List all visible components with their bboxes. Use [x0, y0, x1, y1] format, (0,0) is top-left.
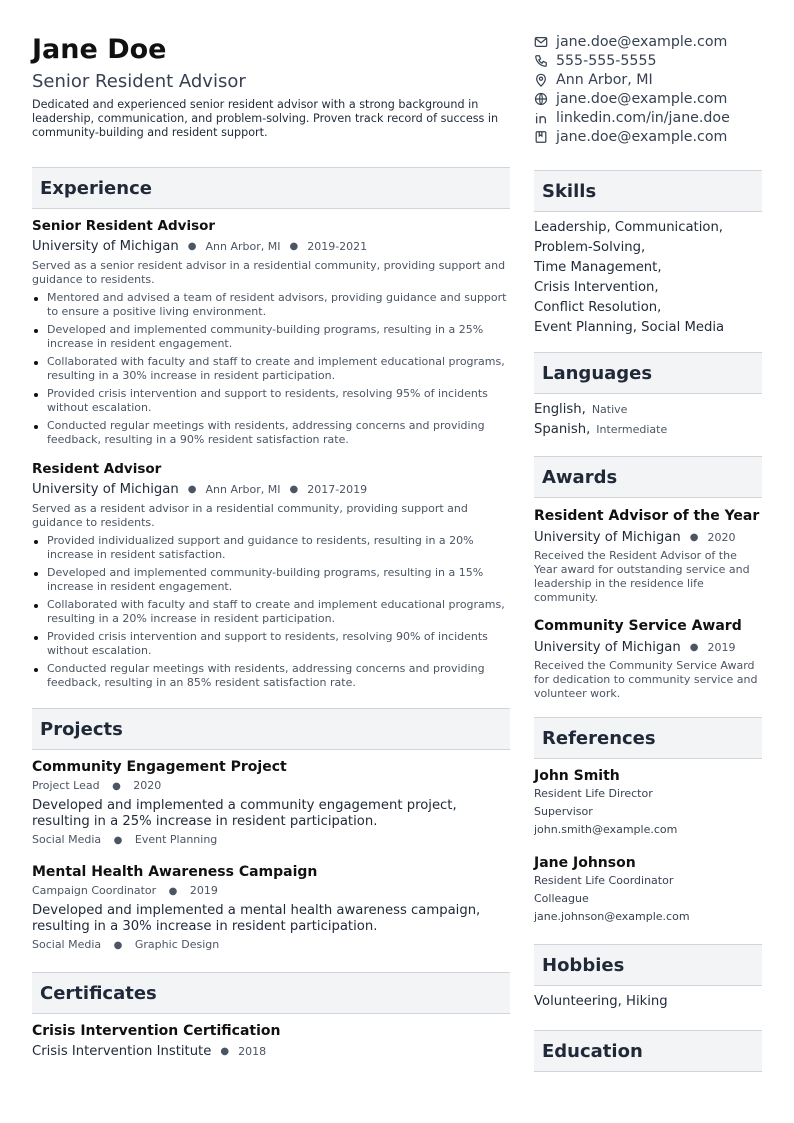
award-description: Received the Resident Advisor of the Year award for outstanding service and leadership in the residence life community. [534, 549, 750, 604]
certificate-meta [32, 1043, 510, 1061]
list-item: Mentored and advised a team of resident advisors, providing guidance and support to ensure a positive living environment. [32, 291, 510, 319]
candidate-role: Senior Resident Advisor [32, 71, 246, 92]
contact-phone[interactable] [534, 51, 762, 70]
separator-dot: ● [289, 484, 299, 495]
job-org: University of Michigan [32, 482, 179, 497]
skills-list [534, 218, 762, 338]
award-item [534, 507, 762, 605]
experience-item [32, 460, 510, 690]
certificate-title: Crisis Intervention Certification [32, 1023, 281, 1039]
contact-location-text: Ann Arbor, MI [556, 71, 653, 88]
job-description: Served as a senior resident advisor in a residential community, providing support and guidance to residents. [32, 259, 506, 286]
project-year: 2019 [189, 884, 218, 897]
separator-dot: ● [187, 241, 197, 252]
language-level: Intermediate [596, 423, 668, 436]
list-item: Provided individualized support and guidance to residents, resulting in a 20% increase in resident satisfaction. [32, 534, 510, 562]
award-year: 2019 [707, 641, 736, 654]
language-item [534, 420, 762, 440]
awards-heading: Awards [534, 456, 762, 498]
project-description: Developed and implemented a community engagement project, resulting in a 25% increase in resident participation. [32, 798, 457, 829]
list-item: Provided crisis intervention and support to residents, resolving 95% of incidents without escalation. [32, 387, 510, 415]
certificate-year: 2018 [238, 1045, 267, 1058]
language-item [534, 400, 762, 420]
award-title: Resident Advisor of the Year [534, 508, 760, 524]
project-role: Project Lead [32, 779, 100, 792]
list-item: Provided crisis intervention and support to residents, resolving 90% of incidents without escalation. [32, 630, 510, 658]
job-bullets [32, 291, 510, 447]
mail-icon [534, 35, 548, 49]
award-org: University of Michigan [534, 530, 681, 545]
hobbies-heading: Hobbies [534, 944, 762, 986]
award-item [534, 617, 762, 701]
skill-line: Conflict Resolution, [534, 300, 662, 315]
contact-website-text: jane.doe@example.com [556, 90, 728, 107]
contact-other[interactable] [534, 127, 762, 146]
list-item: Developed and implemented community-building programs, resulting in a 15% increase in resident engagement. [32, 566, 510, 594]
separator-dot: ● [289, 241, 299, 252]
certificates-heading: Certificates [32, 972, 510, 1014]
candidate-name: Jane Doe [32, 34, 167, 65]
award-meta [534, 529, 762, 547]
experience-heading: Experience [32, 167, 510, 209]
language-name: Spanish, [534, 422, 591, 437]
project-tag: Graphic Design [134, 938, 220, 951]
skill-line: Time Management, [534, 260, 662, 275]
project-title: Mental Health Awareness Campaign [32, 864, 318, 880]
skill-line: Crisis Intervention, [534, 280, 659, 295]
contact-email[interactable] [534, 32, 762, 51]
reference-item [534, 854, 762, 926]
skill-line: Problem-Solving, [534, 240, 646, 255]
project-meta [32, 883, 510, 900]
award-description: Received the Community Service Award for dedication to community service and volunteer work. [534, 659, 758, 700]
project-tags [32, 937, 510, 954]
job-title: Resident Advisor [32, 461, 162, 477]
references-heading: References [534, 717, 762, 759]
reference-relation: Supervisor [534, 805, 593, 818]
award-title: Community Service Award [534, 618, 742, 634]
phone-icon [534, 54, 548, 68]
reference-email[interactable]: jane.johnson@example.com [534, 910, 690, 923]
project-tags [32, 832, 510, 849]
job-meta [32, 238, 510, 256]
skill-line: Event Planning, Social Media [534, 320, 725, 335]
list-item: Conducted regular meetings with residents, addressing concerns and providing feedback, resulting in an 85% resident satisfaction rate. [32, 662, 510, 690]
job-dates: 2017-2019 [307, 483, 368, 496]
list-item: Collaborated with faculty and staff to create and implement educational programs, resulting in a 30% increase in resident participation. [32, 355, 510, 383]
reference-email[interactable]: john.smith@example.com [534, 823, 678, 836]
project-year: 2020 [133, 779, 162, 792]
contact-website[interactable] [534, 89, 762, 108]
main-column [32, 32, 510, 1061]
job-location: Ann Arbor, MI [205, 240, 281, 253]
reference-name: John Smith [534, 768, 620, 784]
contact-linkedin-text: linkedin.com/in/jane.doe [556, 109, 730, 126]
language-level: Native [591, 403, 628, 416]
contact-email-text: jane.doe@example.com [556, 33, 728, 50]
project-description: Developed and implemented a mental health awareness campaign, resulting in a 30% increase in resident participation. [32, 903, 481, 934]
location-pin-icon [534, 73, 548, 87]
language-name: English, [534, 402, 586, 417]
reference-position: Resident Life Coordinator [534, 874, 674, 887]
list-item: Conducted regular meetings with residents, addressing concerns and providing feedback, resulting in a 90% resident satisfaction rate. [32, 419, 510, 447]
sidebar-column [534, 32, 762, 1072]
award-org: University of Michigan [534, 640, 681, 655]
reference-position: Resident Life Director [534, 787, 653, 800]
project-role: Campaign Coordinator [32, 884, 157, 897]
hobbies-text: Volunteering, Hiking [534, 994, 668, 1009]
contact-phone-text: 555-555-5555 [556, 52, 657, 69]
certificate-item [32, 1022, 510, 1061]
job-description: Served as a resident advisor in a residential community, providing support and guidance to residents. [32, 502, 468, 529]
list-item: Developed and implemented community-building programs, resulting in a 25% increase in resident engagement. [32, 323, 510, 351]
project-item [32, 758, 510, 849]
job-location: Ann Arbor, MI [205, 483, 281, 496]
separator-dot: ● [187, 484, 197, 495]
project-item [32, 863, 510, 954]
reference-name: Jane Johnson [534, 855, 636, 871]
project-tag: Social Media [32, 938, 102, 951]
contact-location [534, 70, 762, 89]
separator-dot: ● [113, 835, 123, 846]
skill-line: Leadership, Communication, [534, 220, 723, 235]
job-bullets [32, 534, 510, 690]
project-title: Community Engagement Project [32, 759, 287, 775]
award-year: 2020 [707, 531, 736, 544]
bookmark-icon [534, 130, 548, 144]
linkedin-icon [534, 111, 548, 125]
reference-item [534, 767, 762, 839]
contact-list [534, 32, 762, 146]
globe-icon [534, 92, 548, 106]
projects-heading: Projects [32, 708, 510, 750]
reference-relation: Colleague [534, 892, 589, 905]
education-heading: Education [534, 1030, 762, 1072]
summary-text: Dedicated and experienced senior resident advisor with a strong background in leadership, communication, and problem-solving. Proven track record of success in community-building and resident support. [32, 98, 499, 139]
separator-dot: ● [112, 781, 121, 792]
award-meta [534, 639, 762, 657]
certificate-issuer: Crisis Intervention Institute [32, 1044, 212, 1059]
job-dates: 2019-2021 [307, 240, 368, 253]
list-item: Collaborated with faculty and staff to create and implement educational programs, resulting in a 20% increase in resident participation. [32, 598, 510, 626]
job-title: Senior Resident Advisor [32, 218, 216, 234]
skills-heading: Skills [534, 170, 762, 212]
job-org: University of Michigan [32, 239, 179, 254]
languages-list [534, 400, 762, 440]
separator-dot: ● [220, 1046, 230, 1057]
separator-dot: ● [689, 642, 699, 653]
separator-dot: ● [168, 886, 178, 897]
separator-dot: ● [113, 940, 123, 951]
project-tag: Event Planning [134, 833, 218, 846]
contact-other-text: jane.doe@example.com [556, 128, 728, 145]
contact-linkedin[interactable] [534, 108, 762, 127]
job-meta [32, 481, 510, 499]
separator-dot: ● [689, 532, 699, 543]
languages-heading: Languages [534, 352, 762, 394]
project-meta [32, 778, 510, 795]
project-tag: Social Media [32, 833, 102, 846]
experience-item [32, 217, 510, 447]
